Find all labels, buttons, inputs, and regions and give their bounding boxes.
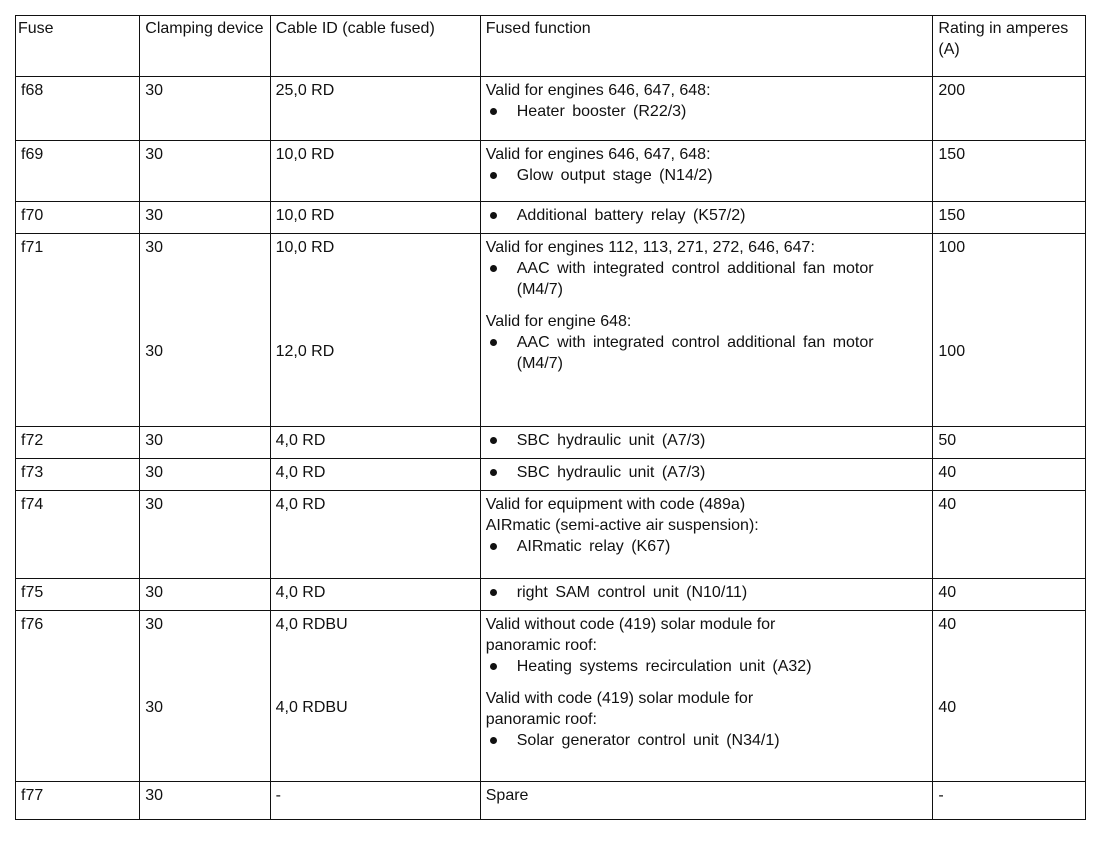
header-fused-function: Fused function: [480, 16, 933, 77]
header-rating: Rating in amperes (A): [933, 16, 1086, 77]
cable-id: 10,0 RD: [270, 141, 480, 202]
rating-a: 100: [938, 239, 966, 256]
function-condition: Valid for engines 646, 647, 648:: [485, 82, 711, 99]
fuse-id: f70: [16, 202, 140, 234]
cable-id-a: 4,0 RDBU: [275, 616, 348, 633]
clamping-device-b: 30: [145, 699, 164, 716]
function-item: Solar generator control unit (N34/1): [486, 730, 928, 751]
fused-function: [480, 427, 933, 459]
clamping-device-a: 30: [145, 239, 164, 256]
cable-id: 4,0 RD: [270, 427, 480, 459]
fuse-id: f69: [16, 141, 140, 202]
cable-id-b: 12,0 RD: [275, 343, 335, 360]
rating-b: 100: [938, 343, 966, 360]
clamping-device: 30: [140, 459, 270, 491]
fused-function: [480, 611, 933, 782]
function-item: Glow output stage (N14/2): [486, 165, 928, 186]
fuse-id: f72: [16, 427, 140, 459]
fused-function: Spare: [480, 782, 933, 820]
cable-id: 4,0 RD: [270, 579, 480, 611]
fuse-id: f77: [16, 782, 140, 820]
cable-id: -: [270, 782, 480, 820]
function-item: right SAM control unit (N10/11): [486, 582, 928, 603]
cable-id: 10,0 RD: [270, 202, 480, 234]
function-item: AAC with integrated control additional fan motor (M4/7): [486, 258, 897, 300]
function-item: AIRmatic relay (K67): [486, 536, 928, 557]
rating: [933, 611, 1086, 782]
fuse-id: f71: [16, 234, 140, 427]
table-row: [16, 579, 1086, 611]
clamping-device: 30: [140, 579, 270, 611]
fused-function: [480, 77, 933, 141]
cable-id: 4,0 RD: [270, 491, 480, 579]
rating: 40: [933, 459, 1086, 491]
clamping-device-b: 30: [145, 343, 164, 360]
clamping-device: 30: [140, 202, 270, 234]
rating: 40: [933, 491, 1086, 579]
fuse-id: f75: [16, 579, 140, 611]
fuse-table: [15, 15, 1086, 820]
function-condition: AIRmatic (semi-active air suspension):: [485, 517, 759, 534]
function-item: SBC hydraulic unit (A7/3): [486, 462, 928, 483]
fuse-id: f76: [16, 611, 140, 782]
function-condition: Valid for engines 112, 113, 271, 272, 646, 647:: [485, 239, 815, 256]
function-condition: Valid without code (419) solar module for panoramic roof:: [485, 616, 776, 654]
cable-id: 4,0 RD: [270, 459, 480, 491]
rating-a: 40: [938, 616, 957, 633]
rating: -: [933, 782, 1086, 820]
fused-function: [480, 579, 933, 611]
header-row: [16, 16, 1086, 77]
clamping-device: 30: [140, 77, 270, 141]
clamping-device: 30: [140, 141, 270, 202]
rating-b: 40: [938, 699, 957, 716]
cable-id-b: 4,0 RDBU: [275, 699, 348, 716]
clamping-device: [140, 611, 270, 782]
function-condition: Valid for engine 648:: [485, 313, 632, 330]
clamping-device: [140, 234, 270, 427]
cable-id: 25,0 RD: [270, 77, 480, 141]
fused-function: [480, 141, 933, 202]
fuse-id: f73: [16, 459, 140, 491]
header-fuse: Fuse: [16, 16, 140, 77]
rating: [933, 234, 1086, 427]
header-clamping-device: Clamping device: [140, 16, 270, 77]
clamping-device-a: 30: [145, 616, 164, 633]
fused-function: [480, 234, 933, 427]
rating: 150: [933, 202, 1086, 234]
rating: 40: [933, 579, 1086, 611]
table-row: [16, 491, 1086, 579]
cable-id-a: 10,0 RD: [275, 239, 335, 256]
fused-function: [480, 202, 933, 234]
clamping-device: 30: [140, 491, 270, 579]
clamping-device: 30: [140, 782, 270, 820]
fuse-id: f68: [16, 77, 140, 141]
function-item: SBC hydraulic unit (A7/3): [486, 430, 928, 451]
table-row: [16, 611, 1086, 782]
cable-id: [270, 234, 480, 427]
function-item: AAC with integrated control additional fan motor (M4/7): [486, 332, 897, 374]
table-row: [16, 427, 1086, 459]
function-condition: Valid with code (419) solar module for panoramic roof:: [485, 690, 754, 728]
function-condition: Valid for engines 646, 647, 648:: [485, 146, 711, 163]
table-row: [16, 77, 1086, 141]
rating: 150: [933, 141, 1086, 202]
fused-function: [480, 491, 933, 579]
function-condition: Valid for equipment with code (489a): [485, 496, 746, 513]
table-row: [16, 234, 1086, 427]
function-item: Heater booster (R22/3): [486, 101, 928, 122]
table-row: [16, 202, 1086, 234]
cable-id: [270, 611, 480, 782]
fuse-id: f74: [16, 491, 140, 579]
rating: 50: [933, 427, 1086, 459]
function-item: Additional battery relay (K57/2): [486, 205, 928, 226]
table-row: [16, 141, 1086, 202]
fused-function: [480, 459, 933, 491]
clamping-device: 30: [140, 427, 270, 459]
table-row: [16, 459, 1086, 491]
rating: 200: [933, 77, 1086, 141]
function-item: Heating systems recirculation unit (A32): [486, 656, 928, 677]
header-cable-id: Cable ID (cable fused): [270, 16, 480, 77]
table-row: [16, 782, 1086, 820]
